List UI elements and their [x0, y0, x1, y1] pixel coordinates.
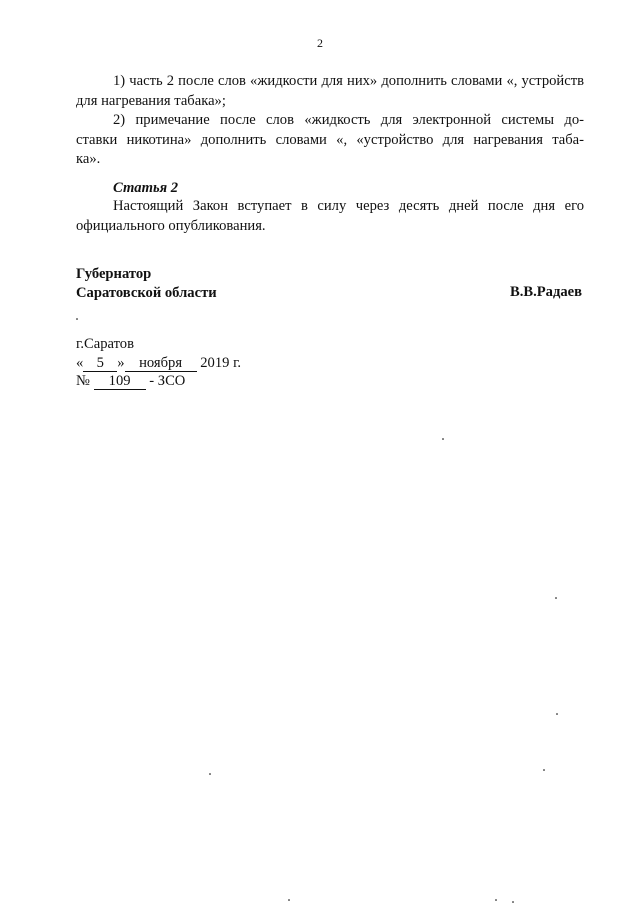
signature-title-line-1: Губернатор: [76, 266, 152, 282]
date-year: 2019 г.: [200, 355, 242, 371]
scan-speck: [209, 773, 211, 775]
scan-speck: [495, 899, 497, 901]
scan-speck: [555, 597, 557, 599]
number-prefix: №: [76, 373, 90, 389]
number-value: 109: [94, 374, 146, 390]
scan-speck: [543, 769, 545, 771]
page-number: 2: [317, 36, 323, 50]
number-suffix: - ЗСО: [149, 373, 186, 389]
scan-speck: [512, 901, 514, 903]
footer-date: [76, 355, 241, 372]
scan-speck: [556, 713, 558, 715]
scan-speck: [288, 899, 290, 901]
amendment-item-2-line-3: ка».: [76, 151, 101, 167]
scan-speck: [442, 438, 444, 440]
amendment-item-2: [76, 111, 584, 170]
signature-name: В.В.Радаев: [509, 284, 582, 300]
signature-title-line-2: Саратовской области: [76, 285, 217, 301]
amendment-item-2-line-1: 2) примечание после слов «жидкость для электронной системы до-: [113, 112, 584, 128]
footer-number: [76, 373, 185, 390]
date-close-quote: »: [117, 355, 125, 371]
footer-city: г.Саратов: [76, 336, 134, 352]
article-text: Настоящий Закон вступает в силу через десять дней после дня его официального опубликования.: [76, 198, 584, 234]
amendment-item-1: 1) часть 2 после слов «жидкости для них» дополнить словами «, устройств для нагревания табака»;: [76, 73, 584, 109]
date-day: 5: [83, 356, 117, 372]
scan-speck: [76, 318, 78, 320]
date-open-quote: «: [76, 355, 84, 371]
date-month: ноября: [125, 356, 197, 372]
article-heading: Статья 2: [113, 180, 179, 196]
amendment-item-2-line-2: ставки никотина» дополнить словами «, «устройство для нагревания таба-: [76, 131, 584, 148]
